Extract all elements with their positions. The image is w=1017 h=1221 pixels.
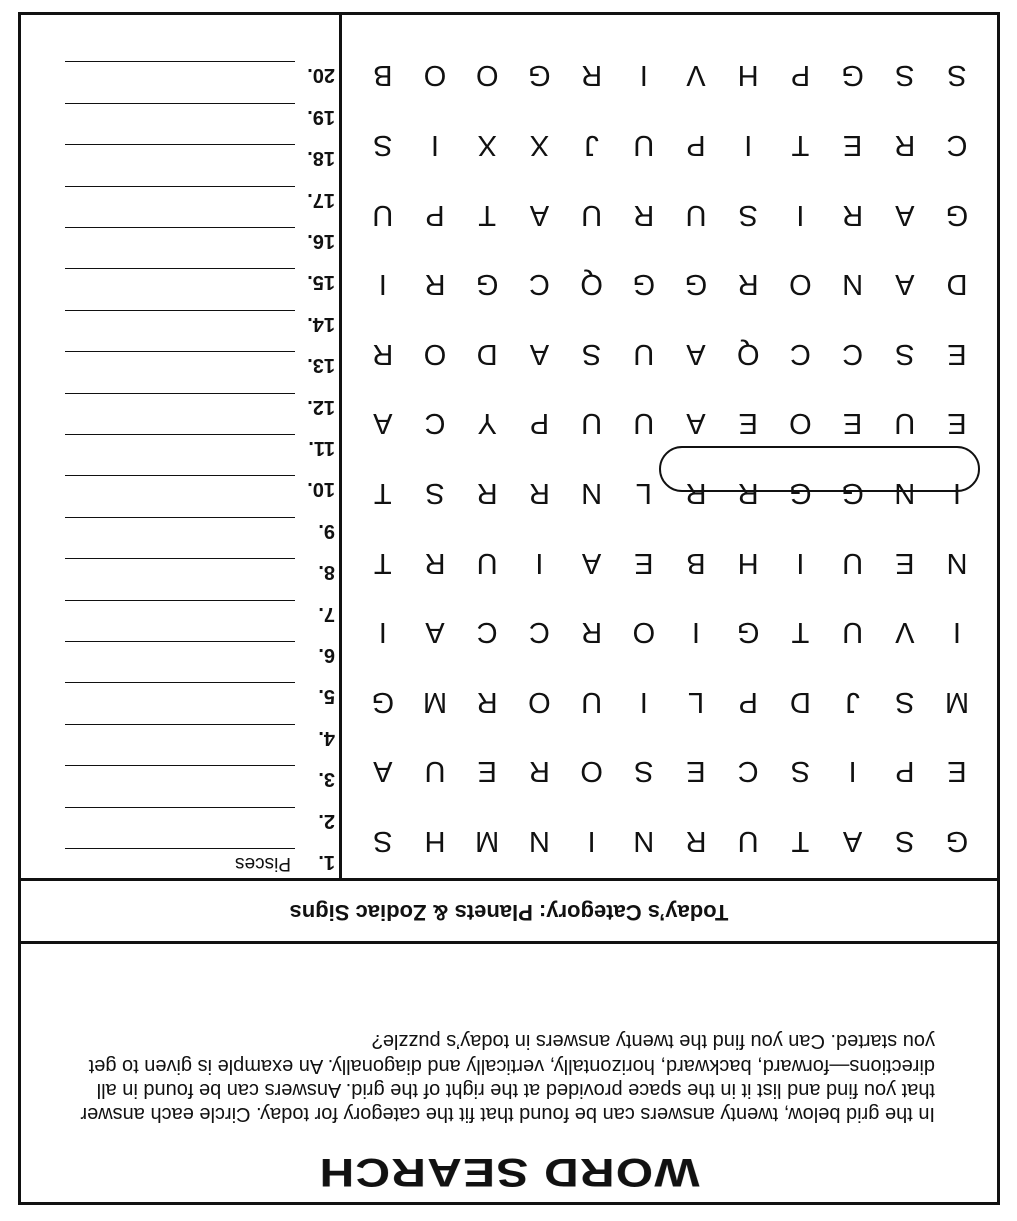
answer-blank-line[interactable] xyxy=(65,144,295,145)
answer-blank-line[interactable] xyxy=(65,186,295,187)
grid-cell[interactable]: R xyxy=(528,477,550,509)
grid-cell[interactable]: R xyxy=(476,685,498,718)
answer-row xyxy=(21,393,339,423)
answer-blank-line[interactable] xyxy=(65,351,295,352)
grid-cell[interactable]: U xyxy=(842,546,864,579)
grid-cell[interactable]: O xyxy=(528,685,551,718)
grid-cell[interactable]: T xyxy=(791,129,810,161)
grid-cell[interactable]: O xyxy=(423,337,447,370)
grid-cell[interactable]: M xyxy=(944,685,970,718)
grid-cell[interactable]: G xyxy=(736,616,760,649)
grid-cell[interactable]: T xyxy=(373,477,392,509)
grid-cell[interactable]: I xyxy=(691,616,701,649)
grid-cell[interactable]: R xyxy=(633,198,655,231)
grid-cell[interactable]: I xyxy=(639,59,648,92)
grid-divider xyxy=(339,12,342,878)
grid-cell[interactable]: T xyxy=(791,616,810,649)
grid-cell[interactable]: G xyxy=(945,198,969,231)
answer-row xyxy=(21,227,339,257)
grid-cell[interactable]: P xyxy=(738,685,758,718)
grid-cell[interactable]: C xyxy=(842,337,864,370)
answer-row xyxy=(21,268,339,298)
grid-cell[interactable]: D xyxy=(789,685,811,718)
grid-cell[interactable]: E xyxy=(686,755,706,788)
grid-cell[interactable]: H xyxy=(737,59,759,92)
answer-number: 4. xyxy=(318,726,335,749)
grid-cell[interactable]: R xyxy=(737,477,759,509)
grid-cell[interactable]: U xyxy=(372,198,394,231)
answer-blank-line[interactable] xyxy=(65,227,295,228)
grid-cell[interactable]: I xyxy=(796,546,805,579)
answer-number: 6. xyxy=(318,644,335,666)
grid-cell[interactable]: I xyxy=(378,268,387,301)
grid-cell[interactable]: B xyxy=(686,546,706,579)
answer-number: 13. xyxy=(307,354,335,377)
grid-cell[interactable]: S xyxy=(373,825,393,857)
answer-row xyxy=(21,848,339,878)
answer-row xyxy=(21,641,339,671)
grid-cell[interactable]: R xyxy=(894,129,916,161)
answer-row xyxy=(21,724,339,754)
grid-cell[interactable]: P xyxy=(686,129,706,161)
category-label: Today’s Category: Planets & Zodiac Signs xyxy=(289,900,729,925)
answer-number: 19. xyxy=(307,105,335,128)
answer-number: 2. xyxy=(318,809,335,832)
answer-number: 11. xyxy=(308,437,335,459)
grid-cell[interactable]: U xyxy=(685,198,707,231)
answer-number: 9. xyxy=(318,519,335,542)
grid-cell[interactable]: S xyxy=(634,755,654,788)
grid-cell[interactable]: P xyxy=(425,198,445,231)
grid-cell[interactable]: S xyxy=(895,59,915,92)
grid-cell[interactable]: X xyxy=(477,129,497,161)
grid-cell[interactable]: I xyxy=(587,825,596,857)
grid-cell[interactable]: O xyxy=(789,268,812,301)
grid-cell[interactable]: R xyxy=(685,825,707,857)
grid-cell[interactable]: U xyxy=(633,407,655,440)
answer-blank-line[interactable] xyxy=(65,600,295,601)
grid-cell[interactable]: A xyxy=(842,825,863,857)
grid-cell[interactable]: Y xyxy=(477,407,497,440)
grid-cell[interactable]: H xyxy=(424,825,446,857)
answer-list xyxy=(21,12,339,878)
grid-cell[interactable]: B xyxy=(373,59,393,92)
answer-number: 14. xyxy=(307,312,335,335)
grid-cell[interactable]: U xyxy=(581,198,603,231)
grid-cell[interactable]: N xyxy=(581,477,603,509)
puzzle-frame xyxy=(18,12,1000,1205)
grid-cell[interactable]: V xyxy=(686,59,706,92)
grid-cell[interactable]: N xyxy=(946,546,968,579)
grid-cell[interactable]: E xyxy=(477,755,497,788)
grid-cell[interactable]: U xyxy=(737,825,759,857)
grid-cell[interactable]: G xyxy=(528,59,551,92)
grid-cell[interactable]: E xyxy=(842,407,863,440)
answer-blank-line[interactable] xyxy=(65,558,295,559)
answer-blank-line[interactable] xyxy=(65,682,295,683)
grid-cell[interactable]: E xyxy=(947,337,967,370)
answer-row xyxy=(21,310,339,340)
grid-cell[interactable]: N xyxy=(633,825,655,857)
grid-cell[interactable]: M xyxy=(475,825,500,857)
answer-row xyxy=(21,517,339,547)
grid-cell[interactable]: O xyxy=(632,616,656,649)
grid-cell[interactable]: A xyxy=(425,616,445,649)
grid-cell[interactable]: E xyxy=(738,407,758,440)
grid-cell[interactable]: S xyxy=(373,129,393,161)
answer-number: 7. xyxy=(318,602,335,625)
grid-cell[interactable]: U xyxy=(424,755,446,788)
grid-cell[interactable]: A xyxy=(895,268,915,301)
grid-cell[interactable]: R xyxy=(424,268,446,301)
grid-cell[interactable]: O xyxy=(789,407,812,440)
grid-cell[interactable]: U xyxy=(476,546,498,579)
grid-cell[interactable]: C xyxy=(789,337,811,370)
answer-row xyxy=(21,765,339,795)
answer-row xyxy=(21,682,339,712)
answer-blank-line[interactable] xyxy=(65,393,295,394)
answer-row xyxy=(21,434,339,464)
answer-number: 10. xyxy=(307,478,335,501)
grid-cell[interactable]: P xyxy=(529,407,550,440)
answer-row xyxy=(21,61,339,91)
answer-blank-line[interactable] xyxy=(65,807,295,808)
answer-blank-line[interactable] xyxy=(65,434,295,435)
answer-row xyxy=(21,186,339,216)
grid-cell[interactable]: Q xyxy=(580,268,603,301)
answer-blank-line[interactable] xyxy=(65,724,295,725)
grid-cell[interactable]: T xyxy=(373,546,392,579)
grid-cell[interactable]: I xyxy=(744,129,753,161)
grid-cell[interactable]: G xyxy=(371,685,395,718)
grid-cell[interactable]: G xyxy=(945,825,969,857)
grid-cell[interactable]: C xyxy=(528,616,550,649)
grid-cell[interactable]: A xyxy=(373,407,393,440)
grid-cell[interactable]: X xyxy=(529,129,550,161)
grid-cell[interactable]: D xyxy=(946,268,968,301)
grid-cell[interactable]: U xyxy=(633,129,655,161)
grid-cell[interactable]: A xyxy=(529,337,550,370)
grid-cell[interactable]: S xyxy=(738,198,758,231)
answer-blank-line[interactable] xyxy=(65,103,295,104)
grid-cell[interactable]: L xyxy=(635,477,652,509)
grid-cell[interactable]: I xyxy=(639,685,648,718)
answer-text: Pisces xyxy=(235,853,291,874)
answer-number: 8. xyxy=(318,561,335,584)
answer-row xyxy=(21,807,339,837)
answer-number: 5. xyxy=(318,685,335,708)
grid-cell[interactable]: G xyxy=(841,59,864,92)
grid-cell[interactable]: O xyxy=(475,59,499,92)
grid-cell[interactable]: A xyxy=(581,546,602,579)
grid-cell[interactable]: R xyxy=(581,616,603,649)
grid-cell[interactable]: E xyxy=(842,129,863,161)
instructions-text: In the grid below, twenty answers can be found that fit the category for today. Circle each answer that you find and list it in the space provided at the right of the grid. Answers can be found in all directions—forward, backward, horizontally, vertically and diagonally. An example is given to get you started. Can you find the twenty answers in today’s puzzle? xyxy=(80,1030,935,1125)
grid-cell[interactable]: E xyxy=(895,546,915,579)
grid-cell[interactable]: A xyxy=(686,407,706,440)
answer-row xyxy=(21,144,339,174)
grid-cell[interactable]: U xyxy=(581,407,603,440)
answer-row xyxy=(21,103,339,133)
answer-blank-line[interactable] xyxy=(65,517,295,518)
grid-cell[interactable]: N xyxy=(842,268,864,301)
answer-number: 16. xyxy=(307,230,335,252)
grid-cell[interactable]: S xyxy=(581,337,602,370)
answer-number: 20. xyxy=(307,64,335,87)
answer-blank-line[interactable] xyxy=(65,641,295,642)
category-bar xyxy=(21,878,997,941)
grid-cell[interactable]: U xyxy=(581,685,603,718)
grid-cell[interactable]: I xyxy=(952,477,962,509)
grid-cell[interactable]: N xyxy=(894,477,916,509)
grid-cell[interactable]: T xyxy=(791,825,810,857)
answer-blank-line[interactable] xyxy=(65,475,295,476)
grid-cell[interactable]: C xyxy=(737,755,759,788)
grid-cell[interactable]: C xyxy=(424,407,446,440)
grid-cell[interactable]: R xyxy=(424,546,446,579)
grid-cell[interactable]: S xyxy=(790,755,811,788)
answer-number: 3. xyxy=(318,768,335,791)
grid-cell[interactable]: Q xyxy=(736,337,760,370)
grid-cell[interactable]: T xyxy=(478,198,497,231)
grid-cell[interactable]: G xyxy=(789,477,812,509)
grid-cell[interactable]: A xyxy=(529,198,550,231)
grid-cell[interactable]: I xyxy=(378,616,387,649)
grid-cell[interactable]: C xyxy=(528,268,550,301)
grid-cell[interactable]: H xyxy=(737,546,759,579)
grid-cell[interactable]: G xyxy=(632,268,656,301)
grid-cell[interactable]: R xyxy=(476,477,498,509)
grid-cell[interactable]: I xyxy=(848,755,857,788)
grid-cell[interactable]: J xyxy=(845,685,860,718)
puzzle-title: WORD SEARCH xyxy=(318,1150,700,1194)
grid-cell[interactable]: C xyxy=(476,616,498,649)
grid-cell[interactable]: G xyxy=(475,268,499,301)
grid-cell[interactable]: M xyxy=(422,685,448,718)
grid-cell[interactable]: A xyxy=(895,198,915,231)
answer-number: 17. xyxy=(307,188,335,211)
grid-cell[interactable]: S xyxy=(895,337,915,370)
grid-cell[interactable]: G xyxy=(841,477,864,509)
answer-row xyxy=(21,475,339,505)
grid-cell[interactable]: P xyxy=(895,755,915,788)
grid-cell[interactable]: N xyxy=(528,825,550,857)
grid-cell[interactable]: E xyxy=(634,546,654,579)
grid-cell[interactable]: J xyxy=(584,129,599,161)
grid-cell[interactable]: I xyxy=(952,616,962,649)
grid-cell[interactable]: U xyxy=(842,616,864,649)
grid-cell[interactable]: O xyxy=(423,59,447,92)
grid-cell[interactable]: O xyxy=(580,755,603,788)
answer-row xyxy=(21,351,339,381)
grid-cell[interactable]: S xyxy=(947,59,967,92)
answer-blank-line[interactable] xyxy=(65,765,295,766)
grid-cell[interactable]: C xyxy=(946,129,968,161)
puzzle-header xyxy=(21,941,997,1202)
grid-cell[interactable]: A xyxy=(686,337,706,370)
grid-cell[interactable]: R xyxy=(737,268,759,301)
grid-cell[interactable]: S xyxy=(425,477,445,509)
grid-cell[interactable]: R xyxy=(685,477,707,509)
grid-cell[interactable]: S xyxy=(895,685,915,718)
grid-cell[interactable]: R xyxy=(581,59,603,92)
answer-row xyxy=(21,600,339,630)
grid-cell[interactable]: I xyxy=(535,546,544,579)
answer-blank-line[interactable] xyxy=(65,310,295,311)
grid-cell[interactable]: U xyxy=(633,337,655,370)
grid-cell[interactable]: V xyxy=(895,616,915,649)
grid-cell[interactable]: P xyxy=(790,59,811,92)
answer-row xyxy=(21,558,339,588)
grid-cell[interactable]: G xyxy=(684,268,708,301)
answer-number: 12. xyxy=(307,395,335,418)
letter-grid xyxy=(342,12,997,878)
answer-blank-line[interactable] xyxy=(65,848,295,849)
grid-cell[interactable]: R xyxy=(528,755,550,788)
grid-cell[interactable]: E xyxy=(947,407,967,440)
answer-number: 1. xyxy=(318,851,335,873)
grid-cell[interactable]: A xyxy=(373,755,393,788)
answer-number: 15. xyxy=(307,271,335,294)
grid-cell[interactable]: I xyxy=(430,129,440,161)
grid-cell[interactable]: E xyxy=(947,755,967,788)
grid-cell[interactable]: L xyxy=(687,685,705,718)
answer-blank-line[interactable] xyxy=(65,268,295,269)
grid-cell[interactable]: R xyxy=(372,337,394,370)
grid-cell[interactable]: D xyxy=(476,337,498,370)
grid-cell[interactable]: S xyxy=(895,825,915,857)
answer-number: 18. xyxy=(307,147,335,170)
grid-cell[interactable]: R xyxy=(842,198,864,231)
grid-cell[interactable]: I xyxy=(796,198,805,231)
grid-cell[interactable]: U xyxy=(894,407,916,440)
answer-blank-line[interactable] xyxy=(65,61,295,62)
